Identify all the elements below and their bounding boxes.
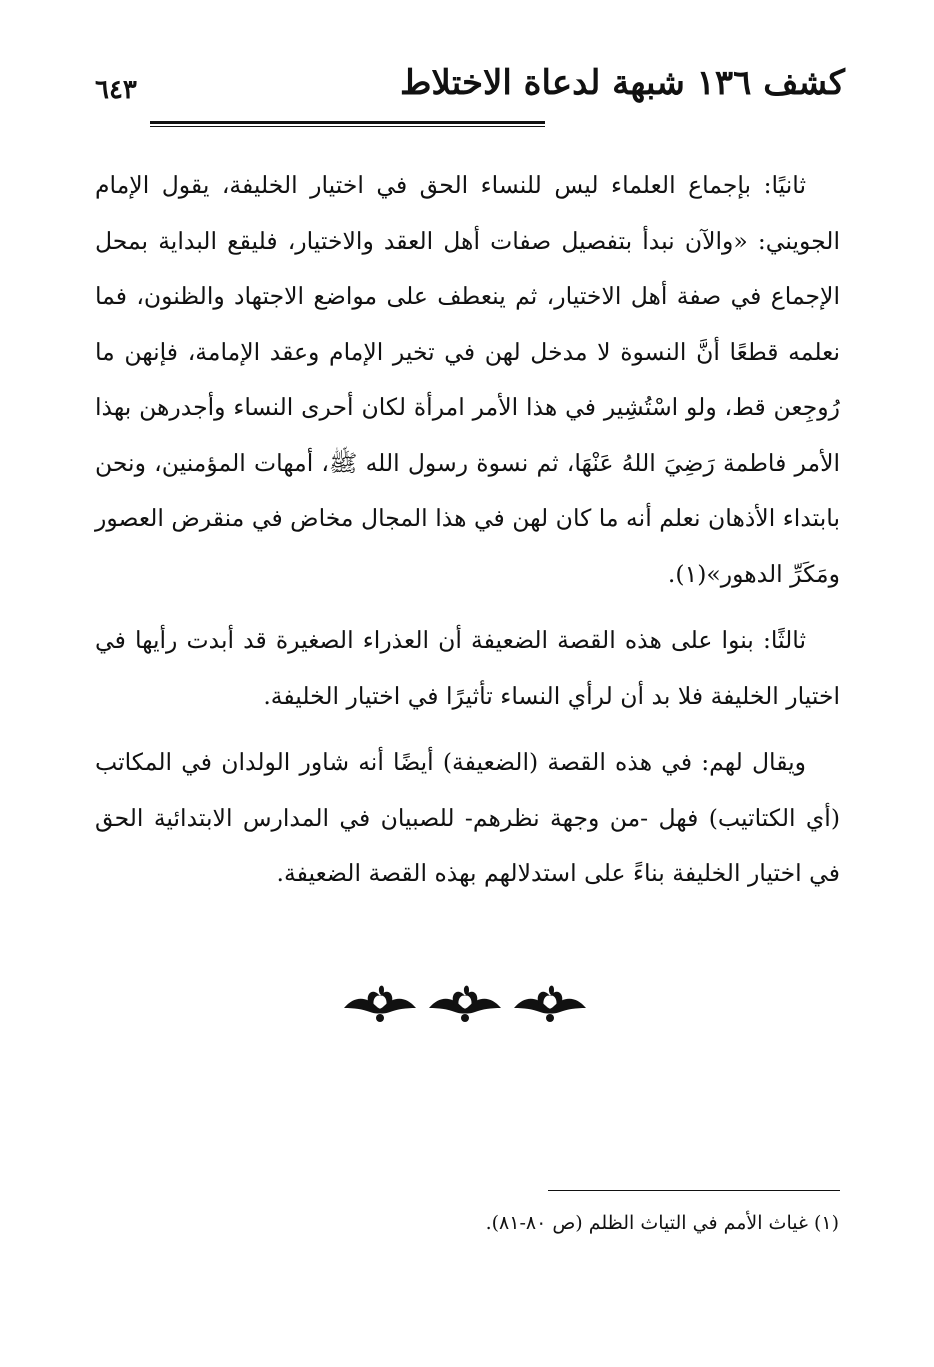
ornament-divider-icon	[340, 982, 590, 1026]
header-rule	[150, 121, 545, 127]
paragraph-2: ثالثًا: بنوا على هذه القصة الضعيفة أن العذراء الصغيرة قد أبدت رأيها في اختيار الخليفة فلا بد أن لرأي النساء تأثيرًا في اختيار الخليفة.	[95, 626, 840, 710]
page-number: ٦٤٣	[95, 75, 137, 105]
paragraph-3: ويقال لهم: في هذه القصة (الضعيفة) أيضًا أنه شاور الولدان في المكاتب (أي الكتاتيب) فهل -من وجهة نظرهم- للصبيان في المدارس الابتدائية الحق في اختيار الخليفة بناءً على استدلالهم بهذه القصة الضعيفة.	[95, 748, 840, 887]
running-title: كشف ١٣٦ شبهة لدعاة الاختلاط	[399, 63, 845, 103]
page-header	[95, 55, 845, 135]
footnote: (١) غياث الأمم في التياث الظلم (ص ٨٠-٨١).	[485, 1212, 839, 1234]
footnote-separator	[548, 1190, 840, 1191]
paragraph-1: ثانيًا: بإجماع العلماء ليس للنساء الحق في اختيار الخليفة، يقول الإمام الجويني: «والآن نبدأ بتفصيل صفات أهل العقد والاختيار، فليقع البداية بمحل الإجماع في صفة أهل الاختيار، ثم ينعطف على مواضع الاجتهاد والظنون، فما نعلمه قطعًا أنَّ النسوة لا مدخل لهن في تخير الإمام وعقد الإمامة، فإنهن ما رُوجِعن قط، ولو اسْتُشِير في هذا الأمر امرأة لكان أحرى النساء وأجدرهن بهذا الأمر فاطمة رَضِيَ اللهُ عَنْهَا، ثم نسوة رسول الله ﷺ، أمهات المؤمنين، ونحن بابتداء الأذهان نعلم أنه ما كان لهن في هذا المجال مخاض في منقرض العصور ومَكَرِّ الدهور»(١).	[95, 171, 840, 588]
main-text	[95, 158, 840, 902]
